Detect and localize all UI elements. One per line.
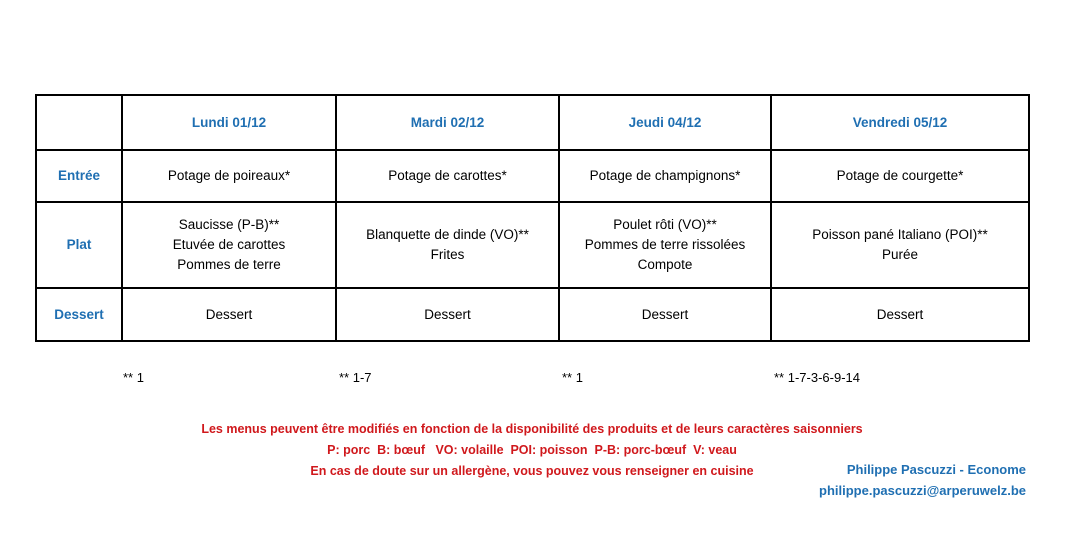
day-header: Jeudi 04/12 [559, 95, 771, 150]
contact-block [819, 459, 1026, 501]
row-label-entree: Entrée [36, 150, 122, 202]
menu-cell [336, 150, 559, 202]
header-row [36, 95, 1029, 150]
menu-cell [771, 202, 1029, 288]
dessert-row [36, 288, 1029, 341]
dish-line: Dessert [876, 306, 924, 322]
corner-cell [36, 95, 122, 150]
row-label-plat: Plat [36, 202, 122, 288]
menu-cell [122, 288, 336, 341]
dish-line: Dessert [424, 306, 471, 322]
dish-line: Poulet rôti (VO)** [613, 217, 717, 232]
menu-cell [122, 202, 336, 288]
dish-line: Saucisse (P-B)** [178, 217, 280, 232]
menu-cell [771, 288, 1029, 341]
dish-line: Frites [430, 247, 465, 262]
contact-email[interactable]: philippe.pascuzzi@arperuwelz.be [819, 483, 1026, 498]
allergen-note: ** 1-7 [339, 370, 372, 385]
plat-row [36, 202, 1029, 288]
menu-cell [336, 202, 559, 288]
note-seasonal: Les menus peuvent être modifiés en fonction de la disponibilité des produits et de leurs caractères saisonniers [201, 422, 863, 436]
dish-line: Compote [637, 257, 693, 272]
allergen-note: ** 1 [562, 370, 583, 385]
menu-table [35, 94, 1030, 342]
menu-cell [559, 288, 771, 341]
dish-line: Blanquette de dinde (VO)** [366, 227, 529, 242]
menu-cell [559, 150, 771, 202]
allergen-note: ** 1-7-3-6-9-14 [774, 370, 860, 385]
dish-line: Pommes de terre rissolées [584, 237, 746, 252]
day-header: Mardi 02/12 [336, 95, 559, 150]
contact-name: Philippe Pascuzzi - Econome [846, 462, 1026, 477]
dish-line: Dessert [205, 306, 253, 322]
dish-line: Purée [881, 247, 919, 262]
dish-line: Potage de courgette* [836, 168, 964, 183]
menu-cell [122, 150, 336, 202]
dish-line: Pommes de terre [177, 257, 281, 272]
dish-line: Potage de carottes* [388, 168, 507, 183]
menu-cell [771, 150, 1029, 202]
row-label-dessert: Dessert [36, 288, 122, 341]
note-allergen: En cas de doute sur un allergène, vous pouvez vous renseigner en cuisine [310, 464, 754, 478]
menu-cell [559, 202, 771, 288]
note-legend: P: porc B: bœuf VO: volaille POI: poisson P-B: porc-bœuf V: veau [327, 443, 737, 457]
day-header: Lundi 01/12 [122, 95, 336, 150]
dish-line: Poisson pané Italiano (POI)** [812, 227, 988, 242]
dish-line: Dessert [641, 306, 689, 322]
dish-line: Etuvée de carottes [172, 237, 286, 252]
menu-cell [336, 288, 559, 341]
dish-line: Potage de poireaux* [167, 168, 291, 183]
allergen-note: ** 1 [123, 370, 144, 385]
day-header: Vendredi 05/12 [771, 95, 1029, 150]
entree-row [36, 150, 1029, 202]
dish-line: Potage de champignons* [589, 168, 741, 183]
